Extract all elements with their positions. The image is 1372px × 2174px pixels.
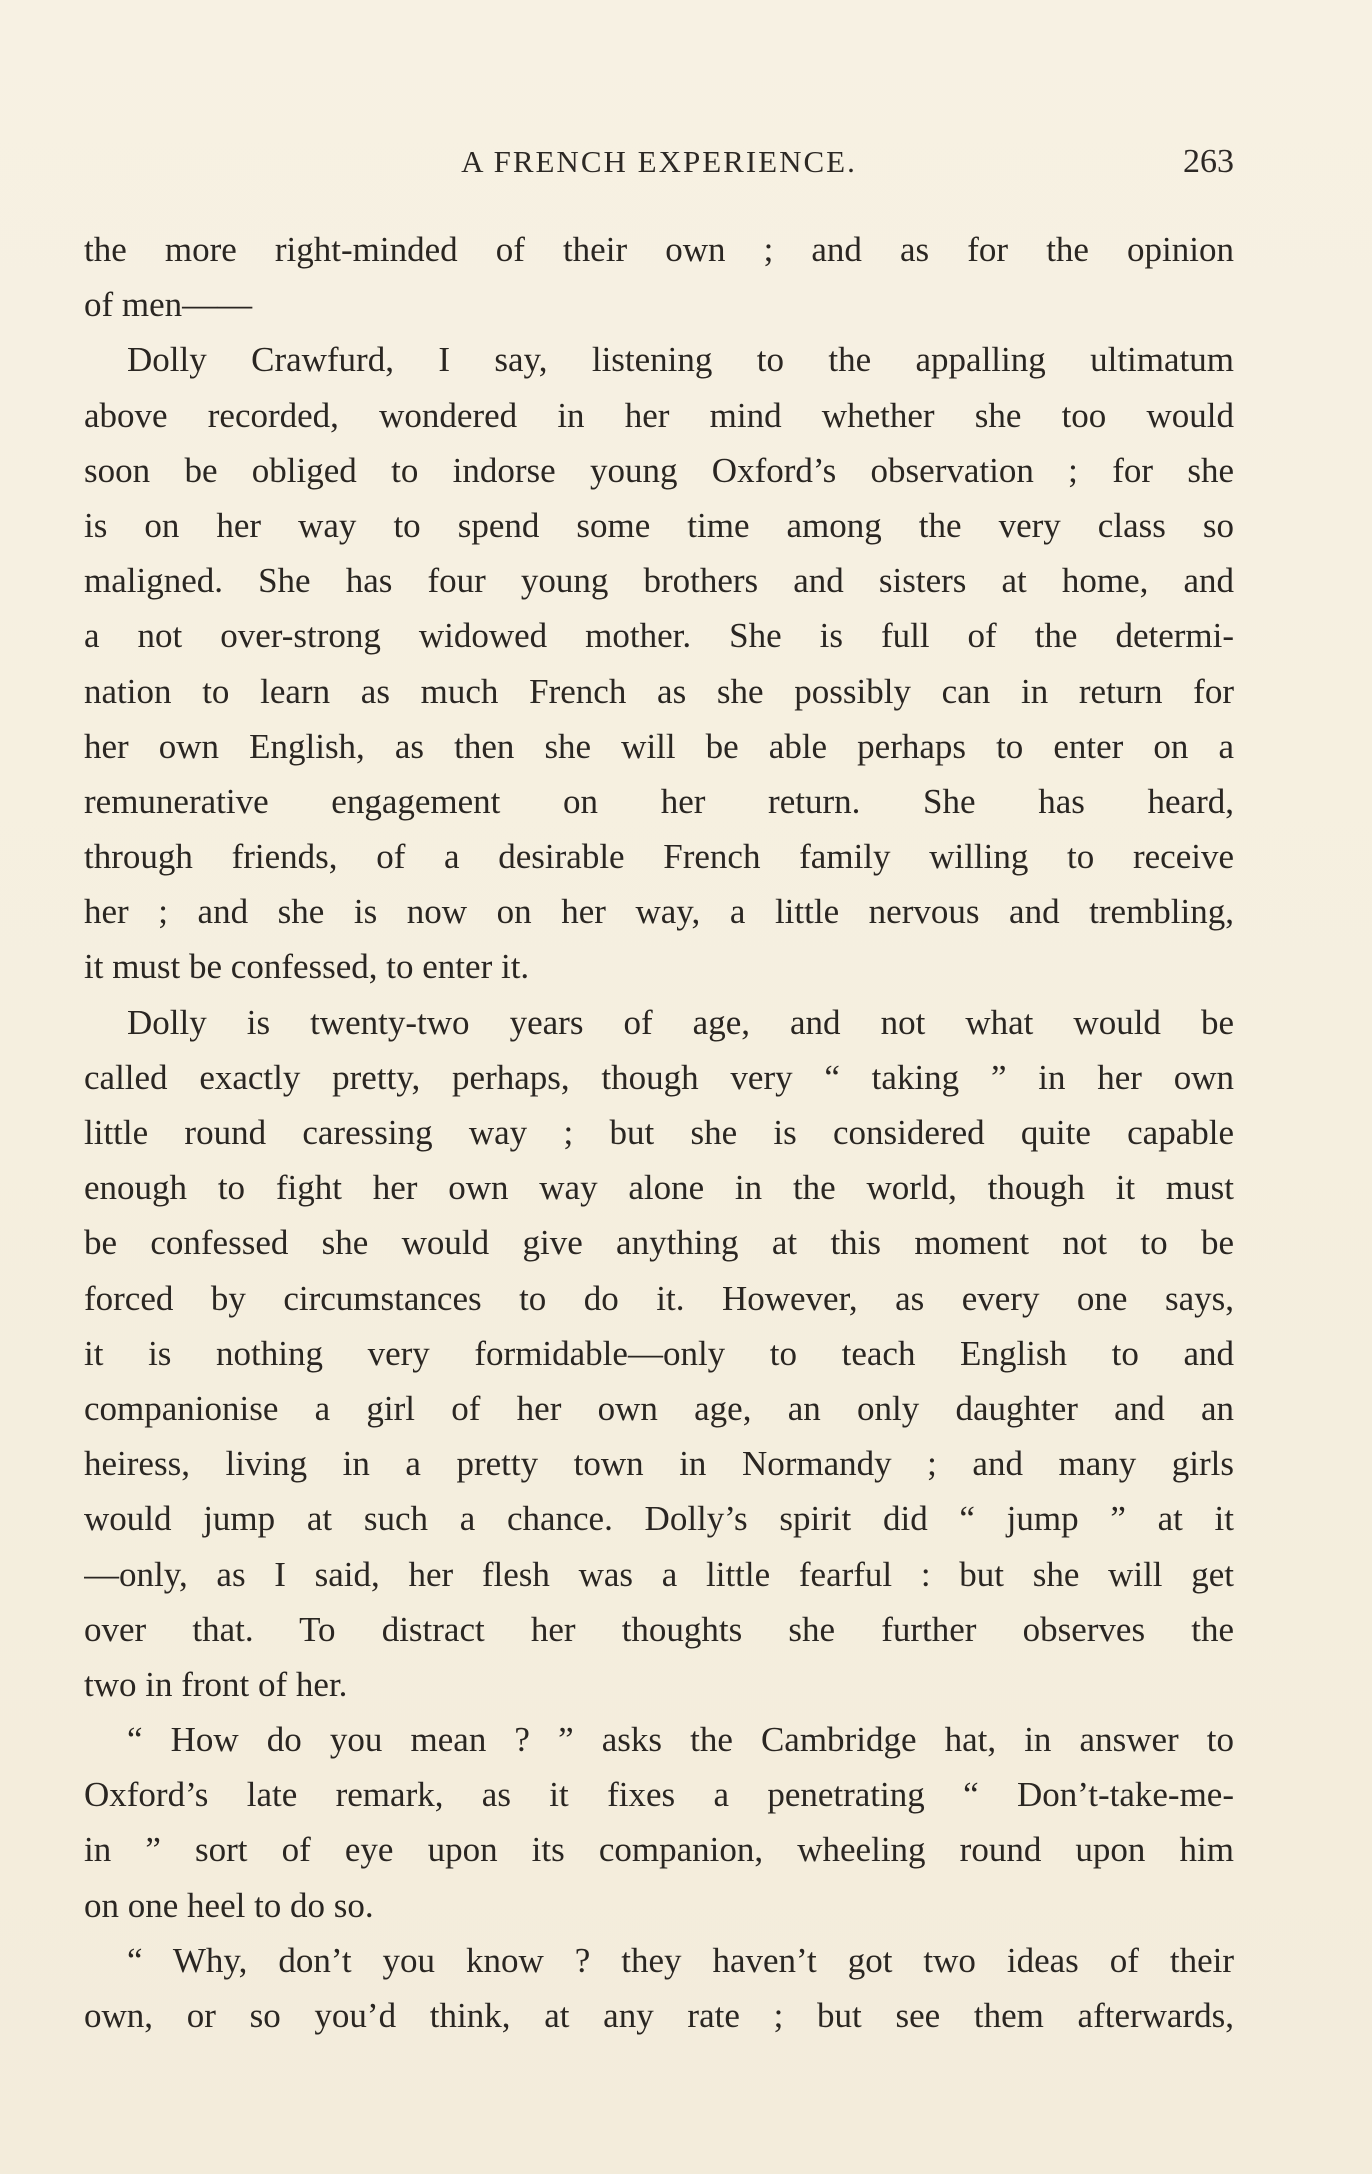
text-line: forced by circumstances to do it. However, as every one says, <box>84 1278 1234 1318</box>
page-number: 263 <box>1183 143 1234 180</box>
text-line: —only, as I said, her flesh was a little fearful : but she will get <box>84 1554 1234 1594</box>
text-line: the more right-minded of their own ; and as for the opinion <box>84 230 1234 269</box>
text-line: on one heel to do so. <box>84 1885 374 1925</box>
text-line: Dolly is twenty-two years of age, and not what would be <box>127 1002 1234 1042</box>
text-line: over that. To distract her thoughts she further observes the <box>84 1609 1234 1649</box>
text-line: companionise a girl of her own age, an only daughter and an <box>84 1388 1234 1428</box>
text-line: through friends, of a desirable French family willing to receive <box>84 837 1234 877</box>
text-line: a not over-strong widowed mother. She is full of the determi- <box>84 616 1234 656</box>
text-line: Oxford’s late remark, as it fixes a penetrating “ Don’t-take-me- <box>84 1775 1234 1815</box>
text-line: soon be obliged to indorse young Oxford’s observation ; for she <box>84 450 1234 490</box>
text-line: called exactly pretty, perhaps, though very “ taking ” in her own <box>84 1057 1234 1097</box>
text-line: two in front of her. <box>84 1664 348 1704</box>
body-text <box>84 222 1234 2043</box>
text-line: is on her way to spend some time among the very class so <box>84 505 1234 545</box>
text-line: little round caressing way ; but she is considered quite capable <box>84 1113 1234 1152</box>
text-line: maligned. She has four young brothers and sisters at home, and <box>84 561 1234 601</box>
running-head <box>84 138 1234 186</box>
text-line: it is nothing very formidable—only to teach English to and <box>84 1333 1234 1373</box>
text-line: remunerative engagement on her return. She has heard, <box>84 781 1234 821</box>
text-line: “ Why, don’t you know ? they haven’t got two ideas of their <box>127 1940 1234 1980</box>
text-line: own, or so you’d think, at any rate ; but see them afterwards, <box>84 1996 1234 2035</box>
text-line: be confessed she would give anything at this moment not to be <box>84 1223 1234 1263</box>
text-line: her ; and she is now on her way, a little nervous and trembling, <box>84 892 1234 932</box>
text-line: would jump at such a chance. Dolly’s spirit did “ jump ” at it <box>84 1499 1234 1539</box>
text-line: heiress, living in a pretty town in Normandy ; and many girls <box>84 1444 1234 1484</box>
text-line: her own English, as then she will be able perhaps to enter on a <box>84 726 1234 766</box>
text-line: Dolly Crawfurd, I say, listening to the appalling ultimatum <box>127 340 1234 380</box>
text-line: “ How do you mean ? ” asks the Cambridge hat, in answer to <box>127 1720 1234 1760</box>
text-line: in ” sort of eye upon its companion, wheeling round upon him <box>84 1830 1234 1870</box>
running-title: A FRENCH EXPERIENCE. <box>461 144 857 179</box>
text-line: enough to fight her own way alone in the world, though it must <box>84 1168 1234 1208</box>
text-line: nation to learn as much French as she possibly can in return for <box>84 671 1234 711</box>
text-line: it must be confessed, to enter it. <box>84 947 530 987</box>
text-line: of men—— <box>84 285 253 325</box>
text-line: above recorded, wondered in her mind whether she too would <box>84 395 1234 435</box>
